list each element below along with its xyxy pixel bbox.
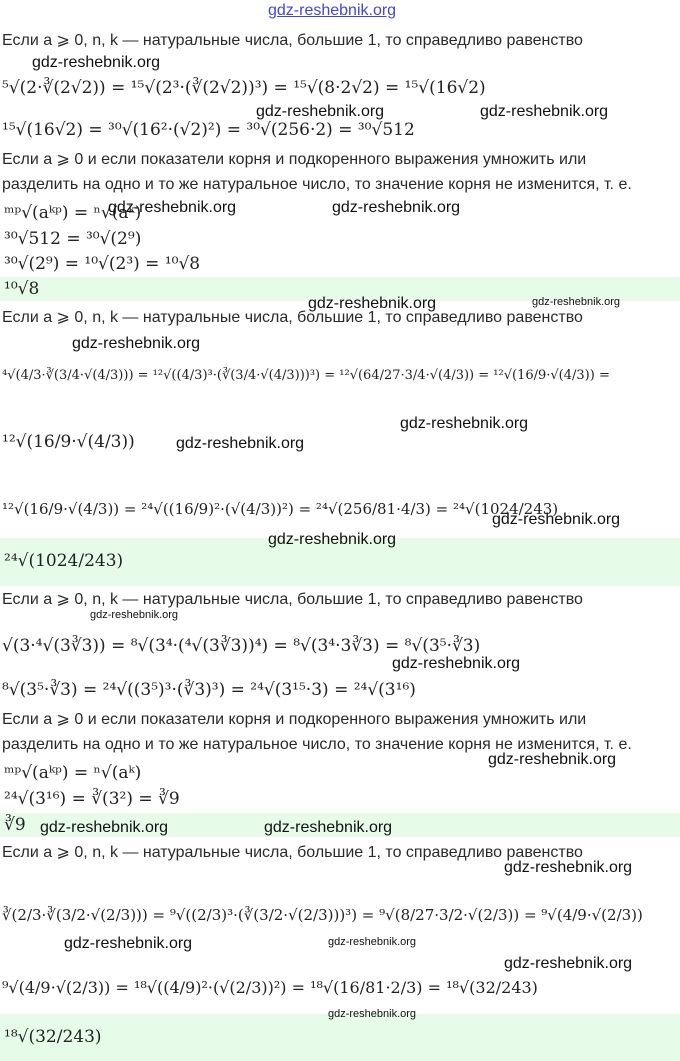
s4-eq2: ⁹√(4/9·√(2/3)) = ¹⁸√((4/9)²·(√(2/3))²) = ¹⁸√(16/81·2/3) = ¹⁸√(32/243) [2,978,538,997]
answer-band-4 [0,1014,680,1061]
watermark: gdz-reshebnik.org [256,103,385,120]
s1-intro: Если a ⩾ 0, n, k — натуральные числа, большие 1, то справедливо равенство [2,32,583,49]
watermark: gdz-reshebnik.org [32,54,161,71]
site-watermark-link[interactable]: gdz-reshebnik.org [268,2,397,19]
s3-rule-line1: Если a ⩾ 0 и если показатели корня и подкоренного выражения умножить или [2,711,587,728]
watermark: gdz-reshebnik.org [90,609,179,621]
watermark: gdz-reshebnik.org [40,819,169,836]
s2-intro: Если a ⩾ 0, n, k — натуральные числа, большие 1, то справедливо равенство [2,309,583,326]
watermark: gdz-reshebnik.org [176,435,305,452]
watermark: gdz-reshebnik.org [532,296,621,308]
watermark: gdz-reshebnik.org [332,199,461,216]
watermark: gdz-reshebnik.org [480,103,609,120]
watermark: gdz-reshebnik.org [492,511,621,528]
s3-eq3: ²⁴√(3¹⁶) = ∛(3²) = ∛9 [4,789,180,809]
watermark: gdz-reshebnik.org [64,935,193,952]
watermark: gdz-reshebnik.org [328,1008,417,1020]
s1-eq1: ⁵√(2·∛(2√2)) = ¹⁵√(2³·(∛(2√2))³) = ¹⁵√(8·2√2) = ¹⁵√(16√2) [2,78,486,98]
s2-eq1: ⁴√(4/3·∛(3/4·√(4/3))) = ¹²√((4/3)³·(∛(3/4·√(4/3)))³) = ¹²√(64/27·3/4·√(4/3)) = ¹²√(16/9·√(4/3)) = [2,368,610,383]
watermark: gdz-reshebnik.org [308,295,437,312]
watermark: gdz-reshebnik.org [268,531,397,548]
s1-answer: ¹⁰√8 [4,279,40,299]
s1-rule-line1: Если a ⩾ 0 и если показатели корня и подкоренного выражения умножить или [2,151,587,168]
s3-intro: Если a ⩾ 0, n, k — натуральные числа, большие 1, то справедливо равенство [2,591,583,608]
s3-eq2: ⁸√(3⁵·∛3) = ²⁴√((3⁵)³·(∛3)³) = ²⁴√(3¹⁵·3) = ²⁴√(3¹⁶) [2,680,416,700]
s3-answer: ∛9 [4,815,26,835]
s2-eq2: ¹²√(16/9·√(4/3)) = ²⁴√((16/9)²·(√(4/3))²) = ²⁴√(256/81·4/3) = ²⁴√(1024/243) [2,500,559,518]
s1-rule-formula: ᵐᵖ√(aᵏᵖ) = ⁿ√(aᵏ) [4,203,142,223]
s3-rule-line2: разделить на одно и то же натуральное число, то значение корня не изменится, т. е. [2,736,632,753]
s2-answer: ²⁴√(1024/243) [4,551,124,571]
s1-eq3: ³⁰√512 = ³⁰√(2⁹) [4,229,142,249]
s4-eq1: ∛(2/3·∛(3/2·√(2/3))) = ⁹√((2/3)³·(∛(3/2·√(2/3)))³) = ⁹√(8/27·3/2·√(2/3)) = ⁹√(4/9·√(2/3)) [2,906,643,924]
watermark: gdz-reshebnik.org [108,199,237,216]
watermark: gdz-reshebnik.org [392,655,521,672]
watermark: gdz-reshebnik.org [264,819,393,836]
watermark: gdz-reshebnik.org [488,751,617,768]
s1-eq4: ³⁰√(2⁹) = ¹⁰√(2³) = ¹⁰√8 [4,254,201,274]
watermark: gdz-reshebnik.org [504,859,633,876]
s1-rule-line2: разделить на одно и то же натуральное число, то значение корня не изменится, т. е. [2,176,632,193]
watermark: gdz-reshebnik.org [504,955,633,972]
s1-eq2: ¹⁵√(16√2) = ³⁰√(16²·(√2)²) = ³⁰√(256·2) = ³⁰√512 [2,120,415,140]
s3-rule-formula: ᵐᵖ√(aᵏᵖ) = ⁿ√(aᵏ) [4,763,142,783]
s4-answer: ¹⁸√(32/243) [4,1027,102,1047]
s2-eq1-cont: ¹²√(16/9·√(4/3)) [2,432,135,452]
s4-intro: Если a ⩾ 0, n, k — натуральные числа, большие 1, то справедливо равенство [2,844,583,861]
watermark: gdz-reshebnik.org [328,936,417,948]
watermark: gdz-reshebnik.org [400,415,529,432]
s3-eq1: √(3·⁴√(3∛3)) = ⁸√(3⁴·(⁴√(3∛3))⁴) = ⁸√(3⁴·3∛3) = ⁸√(3⁵·∛3) [2,636,481,656]
watermark: gdz-reshebnik.org [72,335,201,352]
